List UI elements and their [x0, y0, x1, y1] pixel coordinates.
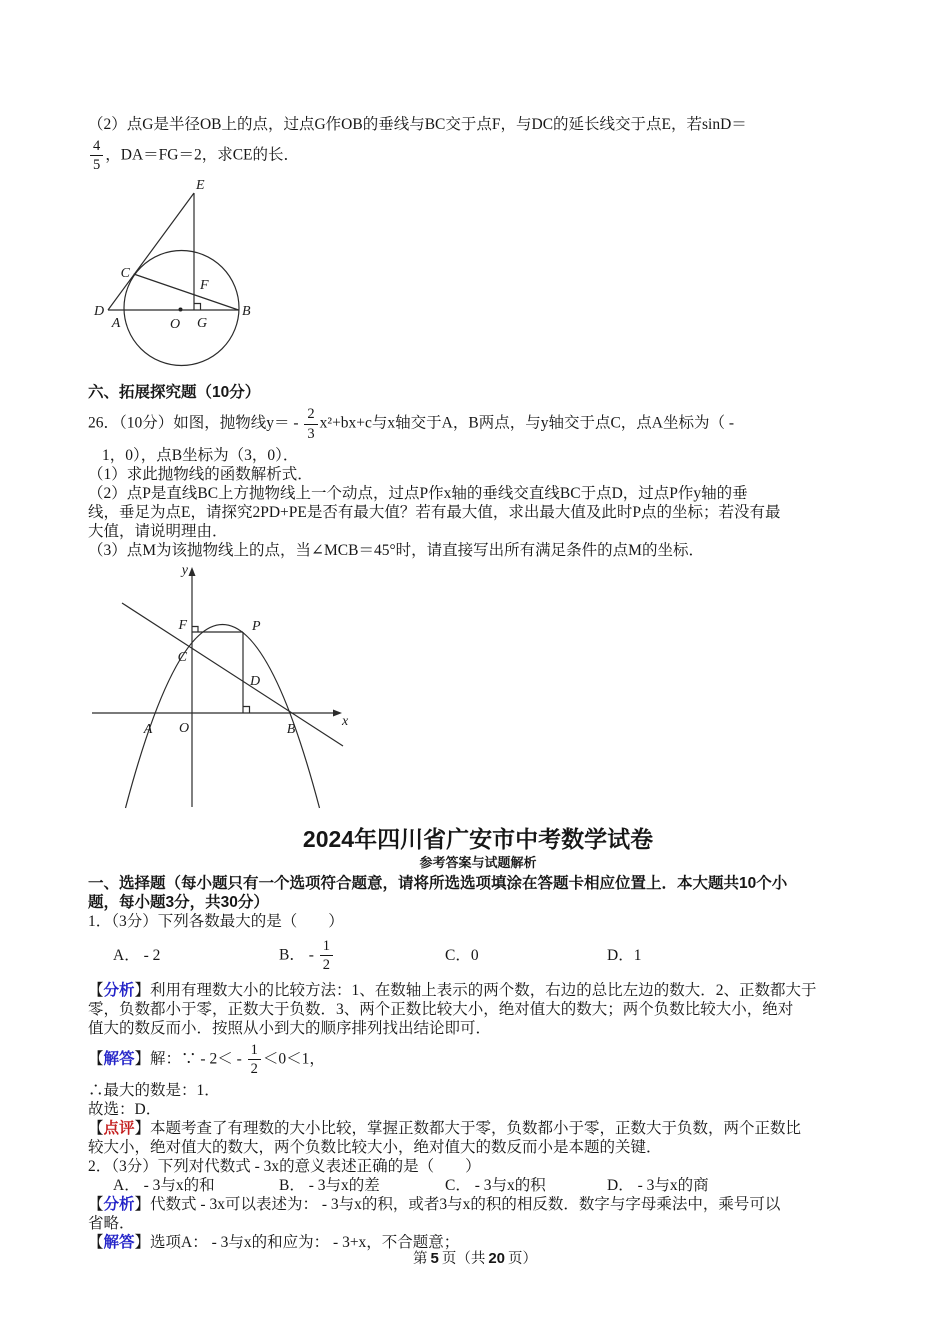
y-axis-arrow — [189, 567, 196, 576]
footer-suffix: 页） — [508, 1251, 538, 1267]
option-item: A． - 3与x的和 — [113, 1177, 215, 1195]
question-26-part3: （3）点M为该抛物线上的点，当∠MCB＝45°时，请直接写出所有满足条件的点M的坐标． — [88, 541, 704, 559]
question-2-options — [88, 1176, 920, 1195]
point-label-C: C — [120, 266, 130, 282]
section-one-heading-line1: 一、选择题（每小题只有一个选项符合题意，请将所选选项填涂在答题卡相应位置上．本大题共10个小 — [88, 874, 788, 892]
x-axis-arrow — [333, 709, 342, 716]
question-2-stem: 2．（3分）下列对代数式 - 3x的意义表述正确的是（ ） — [88, 1158, 481, 1176]
question-2-analysis-line1: 【分析】代数式 - 3x可以表述为： - 3与x的积，或者3与x的积的相反数．数字与字母乘法中，乘号可以 — [88, 1196, 781, 1214]
option-item: A． - 2 — [113, 947, 161, 965]
line-CB-extended — [122, 603, 343, 746]
line-CB — [134, 274, 239, 310]
point-label-D: D — [94, 304, 105, 320]
question-1-solution-answer: 故选：D． — [88, 1101, 162, 1119]
option-item: B． - 3与x的差 — [279, 1177, 380, 1195]
point-label-F: F — [200, 278, 209, 294]
content-column — [88, 115, 920, 1252]
marker-label: 分析 — [103, 981, 135, 999]
circle-geometry-figure — [86, 177, 920, 377]
page-footer — [0, 1247, 950, 1268]
option-item: C． - 3与x的积 — [445, 1177, 546, 1195]
question-25-part2-text: （2）点G是半径OB上的点，过点G作OB的垂线与BC交于点F，与DC的延长线交于点E，若sinD＝ — [88, 116, 747, 133]
footer-total-pages: 20 — [488, 1250, 506, 1267]
marker-label: 分析 — [103, 1196, 135, 1214]
point-label-P: P — [252, 618, 261, 634]
point-label-O: O — [169, 317, 181, 333]
axis-label-x: x — [342, 713, 349, 729]
footer-page-number: 5 — [430, 1250, 439, 1267]
question-1-analysis-line2: 零，负数都小于零，正数大于负数．3、两个正数比较大小，绝对值大的数大；两个负数比较大小，绝对 — [88, 1000, 794, 1018]
question-1-solution-line1: 【解答】解：∵ - 2＜ - $\frac{1}{2}$ ＜0＜1， — [88, 1041, 325, 1078]
option-item: D． - 3与x的商 — [607, 1177, 709, 1195]
option-item: B． - $\frac{1}{2}$ — [279, 937, 445, 974]
point-label-C: C — [177, 649, 187, 665]
question-1-options — [88, 934, 920, 978]
option-item: D．1 — [607, 947, 642, 965]
paper-title: 2024年四川省广安市中考数学试卷 — [302, 825, 654, 852]
footer-mid: 页（共 — [441, 1251, 486, 1267]
question-2-analysis-line2: 省略． — [88, 1215, 135, 1233]
origin-label-O: O — [178, 720, 190, 736]
marker-label: 解答 — [103, 1050, 135, 1068]
right-angle-mark-x-axis — [243, 706, 250, 713]
fraction: $\frac{4}{5}$ — [90, 138, 103, 173]
tangent-line-DE — [108, 193, 194, 310]
point-label-A: A — [111, 316, 121, 332]
point-label-A: A — [143, 721, 153, 737]
parabola-curve — [126, 624, 320, 808]
marker-label: 解答 — [103, 1234, 135, 1252]
question-1-comment-line2: 较大小，绝对值大的数大，两个负数比较大小，绝对值大的数反而小是本题的关键． — [88, 1139, 662, 1157]
axis-label-y: y — [181, 562, 188, 578]
question-2-solution-line1: 【解答】选项A： - 3与x的和应为： - 3+x，不合题意； — [88, 1234, 460, 1252]
question-1-analysis-line1: 【分析】利用有理数大小的比较方法：1、在数轴上表示的两个数，右边的总比左边的数大．2、正数都大于 — [88, 981, 817, 999]
fraction: $\frac{1}{2}$ — [320, 938, 333, 973]
question-26-stem-line2: 1，0），点B坐标为（3，0）． — [102, 446, 299, 464]
marker-label: 点评 — [103, 1120, 135, 1138]
point-label-G: G — [196, 316, 208, 332]
question-26-stem-line1: 26．（10分）如图，抛物线y＝ - $\frac{2}{3}$ x²+bx+c与x轴交于A，B两点，与y轴交于点C，点A坐标为（ - — [88, 406, 735, 442]
fraction: $\frac{2}{3}$ — [304, 406, 317, 441]
section-one-heading-line2: 题，每小题3分，共30分） — [88, 893, 269, 911]
question-26-part2-line3: 大值，请说明理由． — [88, 522, 228, 540]
fraction: $\frac{1}{2}$ — [248, 1042, 261, 1077]
right-angle-mark-G — [194, 304, 201, 311]
section-six-heading: 六、拓展探究题（10分） — [88, 384, 261, 402]
option-item: C．0 — [445, 947, 479, 965]
point-label-D: D — [250, 673, 261, 689]
point-label-B: B — [242, 304, 251, 320]
question-1-comment-line1: 【点评】本题考查了有理数的大小比较，掌握正数都大于零，负数都小于零，正数大于负数，两个正数比 — [88, 1120, 802, 1138]
right-angle-mark-F — [192, 626, 198, 632]
question-26-part1: （1）求此抛物线的函数解析式． — [88, 465, 313, 483]
question-25-part2-fraction-line: $\frac{4}{5}$ ，DA＝FG＝2，求CE的长． — [88, 137, 920, 174]
question-1-solution-line2: ∴最大的数是：1． — [88, 1082, 220, 1100]
question-1-analysis-line3: 值大的数反而小．按照从小到大的顺序排列找出结论即可． — [88, 1019, 492, 1037]
point-label-F: F — [178, 617, 187, 633]
parabola-graph-figure — [80, 562, 920, 812]
question-26-part2-line1: （2）点P是直线BC上方抛物线上一个动点，过点P作x轴的垂线交直线BC于点D，过点P作y轴的垂 — [88, 484, 748, 502]
question-1-stem: 1．（3分）下列各数最大的是（ ） — [88, 912, 344, 930]
question-26-part2-line2: 线，垂足为点E，请探究2PD+PE是否有最大值？若有最大值，求出最大值及此时P点的坐标；若没有最 — [88, 503, 781, 521]
paper-subtitle: 参考答案与试题解析 — [419, 854, 537, 870]
point-label-B: B — [286, 721, 296, 737]
point-label-E: E — [196, 178, 205, 194]
footer-prefix: 第 — [412, 1251, 428, 1267]
